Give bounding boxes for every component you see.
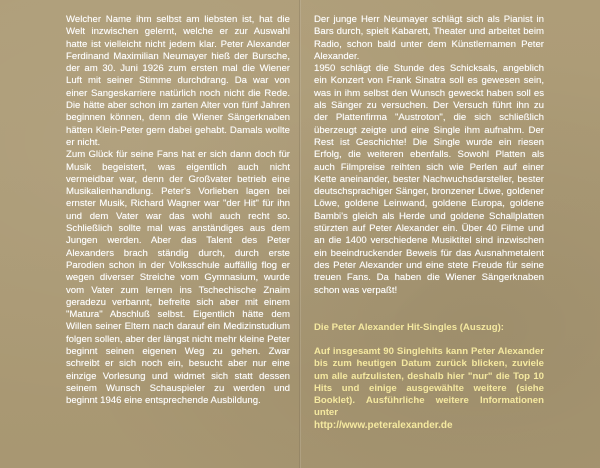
booklet-fold-divider: [299, 0, 301, 468]
biography-paragraph-4: 1950 schlägt die Stunde des Schicksals, angeblich ein Konzert von Frank Sinatra soll es gewesen sein, was in ihm selbst den Wunsch geweckt haben soll es als Sänger zu versuchen. Der Versuch führt ihn zu der Plattenfirma "Austroton", die sich schließlich überzeugt zeigte und eine Single ihm aufnahm. Der Rest ist Geschichte! Die Single wurde ein riesen Erfolg, die weiteren ebenfalls. Sowohl Platten als auch Filmpreise reihten sich wie Perlen auf einer Kette aneinander, bester Nachwuchsdarsteller, bester deutschsprachiger Sänger, bronzener Löwe, goldener Löwe, goldene Leinwand, goldene Europa, goldene Bambi's gleich als Herde und goldene Schallplatten stürzten auf Peter Alexander ein. Über 40 Filme und an die 1400 verschiedene Musiktitel sind inzwischen ein beeindruckender Beweis für das Ausnahmetalent des Peter Alexander und eine stete Freude für seine treuen Fans. Da haben die Wiener Sängerknaben schon was verpaßt!: [314, 63, 544, 296]
website-url: http://www.peteralexander.de: [314, 420, 453, 431]
biography-left-column: [66, 14, 290, 408]
biography-paragraph-2: Zum Glück für seine Fans hat er sich dann doch für Musik begeistert, was eigentlich auch nicht vermeidbar war, denn der Großvater betrieb eine Musikalienhandlung. Peter's Vorlieben lagen bei ernster Musik, Richard Wagner war "der Hit" für ihn und dem Vater war das wohl auch recht so. Schließlich sollte mal was anständiges aus dem Jungen werden. Aber das Talent des Peter Alexanders brach ständig durch, durch erste Parodien schon in der Volksschule auffällig flog er wegen diverser Streiche vom Gymnasium, wurde vom Vater zum lernen ins Tschechische Znaim geradezu verbannt, befreite sich aber mit einem "Matura" Abschluß selbst. Eigentlich hätte dem Willen seiner Eltern nach darauf ein Medizinstudium folgen sollen, aber der längst nicht mehr kleine Peter beginnt seinen eigenen Weg zu gehen. Zwar schreibt er sich noch ein, besucht aber nur eine einzige Vorlesung und widmet sich statt dessen seinem Wunsch Schauspieler zu werden und beginnt 1946 eine entsprechende Ausbildung.: [66, 149, 290, 407]
hit-singles-description: Auf insgesamt 90 Singlehits kann Peter Alexander bis zum heutigen Datum zurück blicken, zuviele um alle aufzulisten, deshalb hier "nur" die Top 10 Hits und einige ausgewählte weitere (siehe Booklet). Ausführliche weitere Informationen unter: [314, 346, 544, 419]
hit-singles-heading: Die Peter Alexander Hit-Singles (Auszug):: [314, 322, 504, 333]
biography-right-column: [314, 14, 544, 297]
biography-paragraph-3: Der junge Herr Neumayer schlägt sich als Pianist in Bars durch, spielt Kabarett, Theater und arbeitet beim Radio, schon bald unter dem Künstlernamen Peter Alexander.: [314, 14, 544, 62]
biography-paragraph-1: Welcher Name ihm selbst am liebsten ist, hat die Welt inzwischen gelernt, welche er zur Auswahl hatte ist vielleicht nicht jedem klar. Peter Alexander Ferdinand Maximilian Neumayer hieß der Bursche, der am 30. Juni 1926 zum ersten mal die Wiener Luft mit seiner Stimme durchdrang. Da war von einer Sangeskarriere natürlich noch nicht die Rede. Die hätte aber schon im zarten Alter von fünf Jahren beginnen können, denn die Wiener Sängerknaben hätten Klein-Peter gern dabei gehabt. Damals wollte er nicht.: [66, 14, 290, 148]
